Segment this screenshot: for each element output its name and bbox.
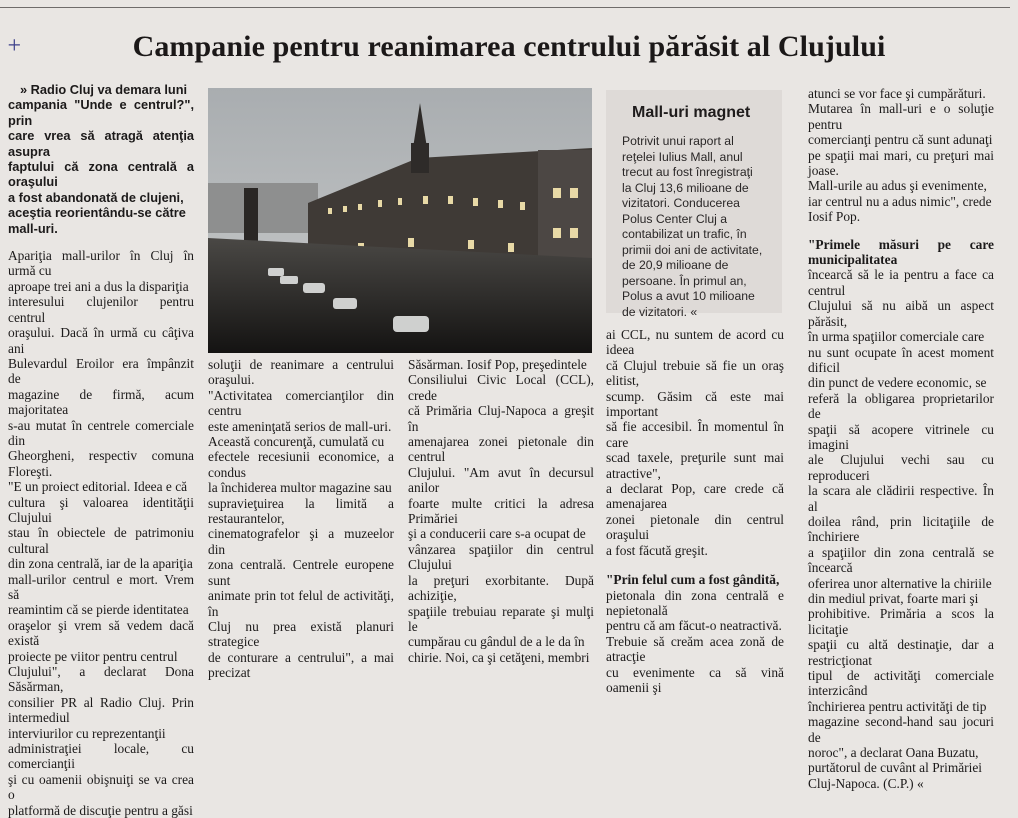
column-2 bbox=[208, 357, 394, 681]
text-line: din mediul privat, foarte mari şi bbox=[808, 591, 979, 606]
sidebar-line: contabilizat un trafic, în bbox=[622, 227, 747, 241]
text-line: Cluj-Napoca. (C.P.) « bbox=[808, 775, 924, 791]
sidebar-line: trecut au fost înregistraţi bbox=[622, 165, 753, 179]
text-line: proiecte pe viitor pentru centrul bbox=[8, 648, 178, 664]
text-line: să fie accesibil. În momentul în care bbox=[606, 419, 784, 450]
sidebar-line: persoane. În primul an, bbox=[622, 273, 747, 288]
sidebar-title: Mall-uri magnet bbox=[632, 104, 751, 121]
spacer bbox=[808, 225, 994, 237]
text-line: spaţii cu altă destinaţie, dar a restricţionat bbox=[808, 637, 994, 668]
text-line: vânzarea spaţiilor din centrul Clujului bbox=[408, 541, 594, 573]
text-line: Bulevardul Eroilor era împânzit de bbox=[8, 355, 194, 387]
sidebar-line: reţelei Iulius Mall, anul bbox=[622, 149, 743, 164]
text-line: la scara ale clădirii respective. În al bbox=[808, 483, 994, 514]
text-line: din punct de vedere economic, se bbox=[808, 375, 987, 391]
text-line: oraşului. Dacă în urmă cu câţiva ani bbox=[8, 325, 194, 356]
text-line: "Primele măsuri pe care municipalitatea bbox=[808, 236, 994, 268]
margin-mark: + bbox=[6, 33, 23, 59]
text-line: consilier PR al Radio Cluj. Prin intermediul bbox=[8, 694, 194, 726]
top-rule bbox=[0, 7, 1010, 8]
text-line: comercianţi pentru că sunt adunaţi bbox=[808, 132, 993, 148]
text-line: cumpărau cu gândul de a le da în bbox=[408, 634, 585, 650]
text-line: cultura şi valoarea identităţii Clujului bbox=[8, 494, 194, 525]
sidebar-body bbox=[622, 134, 774, 320]
text-line: la închiderea multor magazine sau bbox=[208, 480, 392, 496]
text-line: magazine second-hand sau jocuri de bbox=[808, 714, 994, 745]
text-line: Săsărman. Iosif Pop, preşedintele bbox=[408, 357, 587, 372]
text-line: Această concurenţă, cumulată cu bbox=[208, 434, 385, 450]
text-line: spaţiile trebuiau reparate şi mulţi le bbox=[408, 603, 594, 634]
text-line: aproape trei ani a dus la dispariţia bbox=[8, 278, 189, 294]
text-line: Consiliului Civic Local (CCL), crede bbox=[408, 372, 594, 403]
text-line: reamintim că se pierde identitatea bbox=[8, 602, 189, 618]
photo-illustration bbox=[208, 88, 592, 353]
text-line: Mutarea în mall-uri e o soluţie pentru bbox=[808, 101, 994, 132]
text-line: magazine de firmă, acum majoritatea bbox=[8, 386, 194, 418]
sidebar-line: la Cluj 13,6 milioane de bbox=[622, 180, 749, 195]
text-line: nu sunt ocupate în acest moment dificil bbox=[808, 344, 994, 375]
text-line: că Primăria Cluj-Napoca a greşit în bbox=[408, 403, 594, 434]
text-line: iar centrul nu a adus nimic", crede bbox=[808, 193, 992, 209]
text-line: oraşelor şi vrem să vedem dacă există bbox=[8, 617, 194, 649]
text-line: scad taxele, preţurile sunt mai atractive", bbox=[606, 450, 784, 481]
pull-quote bbox=[606, 572, 784, 695]
text-line: pietonala din zona centrală e nepietonală bbox=[606, 587, 784, 618]
text-line: la preţuri exorbitante. După achiziţie, bbox=[408, 572, 594, 604]
text-line: pentru că am făcut-o neatractivă. bbox=[606, 618, 782, 634]
lead-line: » Radio Cluj va demara luni bbox=[20, 82, 188, 97]
sidebar-line: de vizitatori. « bbox=[622, 304, 698, 319]
text-line: mall-urilor centrul e mort. Vrem să bbox=[8, 571, 194, 602]
lead-paragraph bbox=[8, 82, 194, 236]
sidebar-line: Potrivit unui raport al bbox=[622, 134, 734, 148]
text-line: ai CCL, nu suntem de acord cu ideea bbox=[606, 327, 784, 358]
text-line: Gheorgheni, respectiv comuna Floreşti. bbox=[8, 448, 194, 479]
text-line: a declarat Pop, care crede că amenajarea bbox=[606, 481, 784, 512]
text-line: Clujului", a declarat Dona Săsărman, bbox=[8, 664, 194, 695]
text-line: Trebuie să creăm acea zonă de atracţie bbox=[606, 633, 784, 665]
text-line: interviurilor cu reprezentanţii bbox=[8, 725, 166, 741]
column-5 bbox=[808, 86, 994, 791]
column-1 bbox=[8, 82, 194, 818]
lead-line: campania "Unde e centrul?", prin bbox=[8, 97, 194, 128]
text-line: Iosif Pop. bbox=[808, 209, 861, 225]
text-line: administraţiei locale, cu comercianţii bbox=[8, 741, 194, 772]
text-line: atunci se vor face şi cumpărături. bbox=[808, 86, 986, 101]
text-line: a spaţiilor din zona centrală se încearcă bbox=[808, 544, 994, 576]
body-paragraph bbox=[8, 248, 194, 818]
text-line: Clujului să nu aibă un aspect părăsit, bbox=[808, 298, 994, 329]
headline: Campanie pentru reanimarea centrului părăsit al Clujului bbox=[132, 30, 886, 63]
text-line: Clujului. "Am avut în decursul anilor bbox=[408, 464, 594, 496]
text-line: zonei pietonale din centrul oraşului bbox=[606, 511, 784, 543]
text-line: cinematografelor şi a muzeelor din bbox=[208, 526, 394, 557]
text-line: oferirea unor alternative la chiriile bbox=[808, 575, 992, 591]
text-line: că Clujul trebuie să fie un oraş elitist, bbox=[606, 357, 784, 389]
text-line: soluţii de reanimare a centrului oraşului. bbox=[208, 357, 394, 388]
text-line: Apariţia mall-urilor în Cluj în urmă cu bbox=[8, 248, 194, 279]
text-line: ale Clujului vechi sau cu reproduceri bbox=[808, 452, 994, 483]
lead-line: mall-uri. bbox=[8, 220, 58, 236]
text-line: Mall-urile au adus şi evenimente, bbox=[808, 178, 987, 194]
text-line: cu evenimente ca să vină oamenii şi bbox=[606, 664, 784, 695]
text-line: şi a conducerii care s-a ocupat de bbox=[408, 526, 586, 542]
text-line: a fost făcută greşit. bbox=[606, 542, 708, 558]
lead-line: a fost abandonată de clujeni, bbox=[8, 189, 184, 205]
spacer bbox=[606, 558, 784, 572]
sidebar-line: de 20,9 milioane de bbox=[622, 258, 729, 272]
sidebar-line: vizitatori. Conducerea bbox=[622, 196, 740, 210]
text-line: "Prin felul cum a fost gândită, bbox=[606, 572, 780, 588]
text-line: noroc", a declarat Oana Buzatu, bbox=[808, 745, 979, 761]
sidebar-line: Polus a avut 10 milioane bbox=[622, 289, 755, 303]
city-night-photo bbox=[208, 88, 592, 353]
text-line: scump. Găsim că este mai important bbox=[606, 388, 784, 420]
text-line: prohibitive. Primăria a scos la licitaţie bbox=[808, 606, 994, 637]
text-line: interesului clujenilor pentru centrul bbox=[8, 294, 194, 325]
text-line: efectele recesiunii economice, a condus bbox=[208, 449, 394, 480]
text-line: animate prin tot felul de activităţi, în bbox=[208, 588, 394, 619]
text-line: "E un proiect editorial. Ideea e că bbox=[8, 479, 188, 495]
text-line: chirie. Noi, ca şi cetăţeni, membri bbox=[408, 649, 590, 665]
column-3 bbox=[408, 357, 594, 665]
text-line: este ameninţată serios de mall-uri. bbox=[208, 418, 392, 434]
text-line: zona centrală. Centrele europene sunt bbox=[208, 557, 394, 588]
text-line: în urma spaţiilor comerciale care bbox=[808, 329, 985, 345]
text-line: de conturare a centrului", a mai precizat bbox=[208, 649, 394, 681]
text-line: amenajarea zonei pietonale din centrul bbox=[408, 434, 594, 465]
text-line: tipul de activităţi comerciale interzicând bbox=[808, 668, 994, 699]
text-line: doilea rând, prin licitaţiile de închiriere bbox=[808, 513, 994, 545]
sidebar-line: primii doi ani de activitate, bbox=[622, 242, 763, 257]
text-line: purtătorul de cuvânt al Primăriei bbox=[808, 760, 983, 776]
text-line: platformă de discuţie pentru a găsi bbox=[8, 802, 193, 818]
sidebar-line: Polus Center Cluj a bbox=[622, 211, 727, 226]
text-line: Cluj nu prea există planuri strategice bbox=[208, 618, 394, 650]
text-line: închirierea pentru activităţi de tip bbox=[808, 698, 987, 714]
text-line: din zona centrală, iar de la apariţia bbox=[8, 556, 193, 572]
text-line: spaţii să acopere vitrinele cu imagini bbox=[808, 421, 994, 452]
text-line: stau în obiectele de patrimoniu cultural bbox=[8, 525, 194, 556]
text-line: foarte multe critici la adresa Primăriei bbox=[408, 495, 594, 527]
lead-line: care vrea să atragă atenţia asupra bbox=[8, 128, 194, 159]
text-line: "Activitatea comercianţilor din centru bbox=[208, 387, 394, 419]
lead-line: faptului că zona centrală a oraşului bbox=[8, 159, 194, 190]
text-line: referă la obligarea proprietarilor de bbox=[808, 390, 994, 422]
text-line: pe spaţii mai mari, cu preţuri mai joase. bbox=[808, 147, 994, 179]
column-4 bbox=[606, 327, 784, 695]
text-line: încearcă să le ia pentru a face ca centrul bbox=[808, 267, 994, 298]
text-line: şi cu oamenii obişnuiţi se va crea o bbox=[8, 771, 194, 803]
lead-line: aceştia reorientându-se către bbox=[8, 205, 186, 221]
text-line: supravieţuirea la limită a restaurantelor, bbox=[208, 495, 394, 527]
text-line: s-au mutat în centrele comerciale din bbox=[8, 417, 194, 448]
